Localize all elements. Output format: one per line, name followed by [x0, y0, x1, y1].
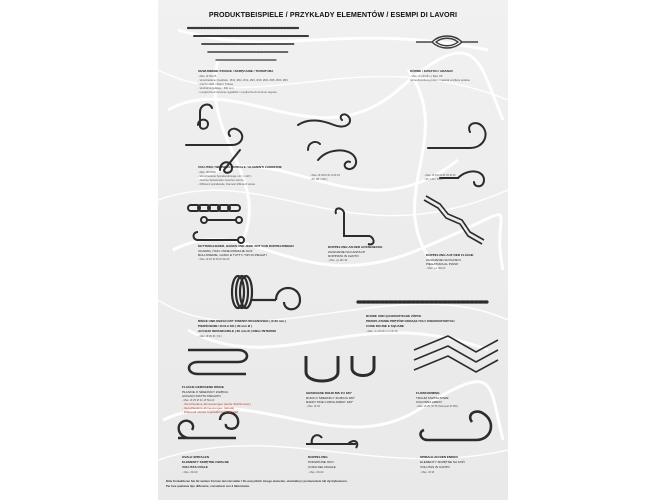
double-bar-title: DOPPELUNG — [308, 455, 328, 459]
end-spirals-line: ELEMENTY SKRĘTNE NA KOŃ — [420, 460, 465, 464]
end-spirals-line: - Max. 20 Ø — [420, 471, 435, 474]
scrolls-title: VOLUTEN / WIRBELN / SPIRALE / ELEMENTI ZAKRETNE — [198, 165, 282, 169]
scroll-specs-mid-line: - Ø ( 88 / 220 ) — [310, 178, 328, 181]
chains-title: KETTENGLIEDER, HAKEN UND JEDE ART VON DOPPELRINGEN — [198, 244, 294, 248]
flowforming-title: FLOWFORMING — [416, 391, 440, 395]
flat-doubling-line: ZAGINANIE NA PŁASKO — [426, 258, 461, 262]
scroll-specs-mid-line: - Max. Ø 45x5 Ø 14 Ø 16 — [310, 174, 341, 177]
bent-tubes-illustration — [306, 356, 374, 381]
twisted-square-title: RUNDE UND QUADRATISCHE ZÖPFE — [366, 314, 422, 318]
footer-line: Per fare qualsiasi tipo differente, consultarsi con il fabbricante. — [166, 484, 250, 488]
chains-line: OGNIWA, HAKI I INNE RODZAJE OCZ — [198, 249, 253, 253]
rings-line: PIERŚCIENIE I KOŁA OD ( 80 mm Ø ) — [198, 324, 253, 328]
flat-doubling-line: - Max. po 40x10 — [426, 267, 446, 270]
end-spirals-line: VOLUTAS IN CANTO — [420, 465, 450, 469]
oval-scrolls-title: OVALE SPIRALEN — [182, 455, 209, 459]
end-spirals-illustration — [421, 412, 491, 440]
flat-doubling-title: DOPPELUNG AUF DER FLÄCHE — [426, 253, 474, 257]
flowforming-line: COLONNA ARRAY — [416, 400, 443, 404]
flat-bend-note: - Differenti misure regolabili (vedi tabella) — [182, 410, 239, 414]
catalog-sheet — [158, 0, 508, 500]
twisted-square-line: PRZEPLATANIE PRĘTÓW OKRĄGŁYCH I KWADRATOWYCH — [366, 319, 455, 323]
footer-line: Bitte Kontaktieren Sie für weitere Formen den Hersteller / Do wszystkich innego elementu, skontaktuj z producentem lub dystrybutorem. — [166, 479, 348, 483]
flat-doubling-line: PIEGATURA AL PIANO — [426, 262, 459, 266]
rings-line: ACCIAIO INOSSIDABILE ( 80 mm Ø ) DIELL'INTERNO — [198, 329, 277, 333]
flat-bends-illustration — [188, 350, 247, 374]
bent-tubes-line: RADIO TIDE CURVA ARRAY 180° — [306, 400, 354, 404]
scroll-specs-right-line: - Ø ( 145 / 450 ) — [424, 178, 443, 181]
outer-doubling-line: DOPPIATA IN CANTO — [328, 254, 359, 258]
double-bar-line: CODA DEL MAIALE — [308, 465, 336, 469]
rings-line: - Max. Ø 30 Ø ( 33 ) — [198, 335, 222, 338]
baskets-line: - Max. 4 x Ø 25 x ( Bad. 1B — [410, 75, 443, 78]
twisted-bars-line: - Lunghezza di torsione regolabile / Lunghezza di torsione segreta — [198, 91, 277, 94]
twisted-bars-line: - Verdrehungslänge : 600 mm — [198, 87, 234, 90]
flat-bend-line: - Max. Ø 25 Ø 30, Ø 50x10 — [182, 399, 215, 402]
scrolls-line: - Max. Ø4 Ø28 — [198, 171, 216, 174]
bent-tubes-line: - Max. Ø 42 — [306, 405, 321, 408]
scrolls-line: - Verschiedene Spiralwerkzeuge mit ( x 220 ) — [198, 175, 252, 178]
baskets-title: KÖRBE / KOSZYKI / ARANAV — [410, 69, 453, 73]
flat-bend-line: PŁASKIE O ŚREDNICY ZGIĘCIA — [182, 390, 229, 394]
twisted-bars-illustration — [188, 28, 308, 60]
chains-illustration — [188, 205, 244, 243]
oval-scrolls-line: VOLUTAS OVALE — [182, 465, 208, 469]
rings-illustration — [232, 276, 300, 309]
page-title: PRODUKTBEISPIELE / PRZYKŁADY ELEMENTÓW / ESEMPI DI LAVORI — [208, 10, 458, 19]
flat-bend-line: ACCIAIO PIATTO PIEGATO — [182, 394, 221, 398]
flat-bend-title: FLACHE GEBOGENE RINGE — [182, 385, 224, 389]
double-bar-line: PODWÓJNE OKO — [308, 460, 334, 464]
twisted-bars-line: - Max. Ø 30x15 — [198, 75, 217, 78]
twisted-bars-line: - Flache stahl / Stahl / Tubare — [198, 83, 234, 86]
end-spirals-title: SPIRALE AN DEN ENDEN — [420, 455, 458, 459]
flowforming-line: - Max. Ø 25, Ø 35 (Stempel Ø 350) — [416, 405, 458, 408]
chains-line: BULLONERIE, GANCI E TUTTI I TIPI DI PIEGATI — [198, 253, 267, 257]
oval-scrolls-line: - Max. 20x10 — [182, 471, 198, 474]
flowforming-line: TRAUM KSZTAŁTOWE — [416, 396, 449, 400]
bent-tubes-line: RURA O ŚREDNICY ZGIĘCIA 180° — [306, 396, 355, 400]
scrolls-line: - Differenti spiralleteile, Diametri differenti volute — [198, 183, 255, 186]
twisted-square-line: - Max. 4 x Ø 20 x 4 x Ø 16 — [366, 330, 398, 333]
chains-line: - Max. Ø 20 Ø 25 Ø 30x15 — [198, 258, 230, 261]
twisted-square-line: CORE ROUNE E SQUARE — [366, 324, 404, 328]
oval-scrolls-line: ELEMENTY SKRĘTNE OWALNE — [182, 460, 229, 464]
rings-title: RINGE UND REIFEN MIT INNENDURCHMESSER ( Ø 80 mm ) — [198, 319, 287, 323]
double-bar-illustration — [306, 435, 357, 448]
baskets-line: (ohne Anordnung bitte) / materiał możliwie podane — [410, 79, 470, 82]
twisted-bars-title: GEWUNDENE STANGE / SKRĘCANIE / TORSITURA — [198, 69, 274, 73]
flowforming-illustration — [414, 336, 498, 372]
flat-bend-note: - Verschiedene abmessungen (tabela) — [182, 406, 235, 410]
outer-doubling-line: - Max. po Ø4 40 — [328, 259, 348, 262]
outer-doubling-line: ZAGINANIE NA KANTACH — [328, 250, 366, 254]
scrolls-line: - Diverse Spiralendes zwischen tarcza — [198, 179, 244, 182]
flat-bend-note: - Verschiedene Abmessungen (siehe Sichtfenster) — [182, 402, 251, 406]
double-bar-line: - Max. 20x10 — [308, 471, 324, 474]
outer-doubling-title: DOPPELUNG AN DER AUSSENECKE — [328, 245, 383, 249]
twisted-bars-line: - Verschiedene Quadrate : Ø10, Ø12, Ø14, Ø16, Ø18, Ø20, Ø25, Ø30, Ø40 — [198, 79, 288, 82]
bent-tubes-title: GEBOGENE ROHR BIS ZU 180° — [306, 391, 353, 395]
scroll-specs-right-line: - Max. Ø 15x10 Ø 25 Ø 30 — [424, 174, 456, 177]
